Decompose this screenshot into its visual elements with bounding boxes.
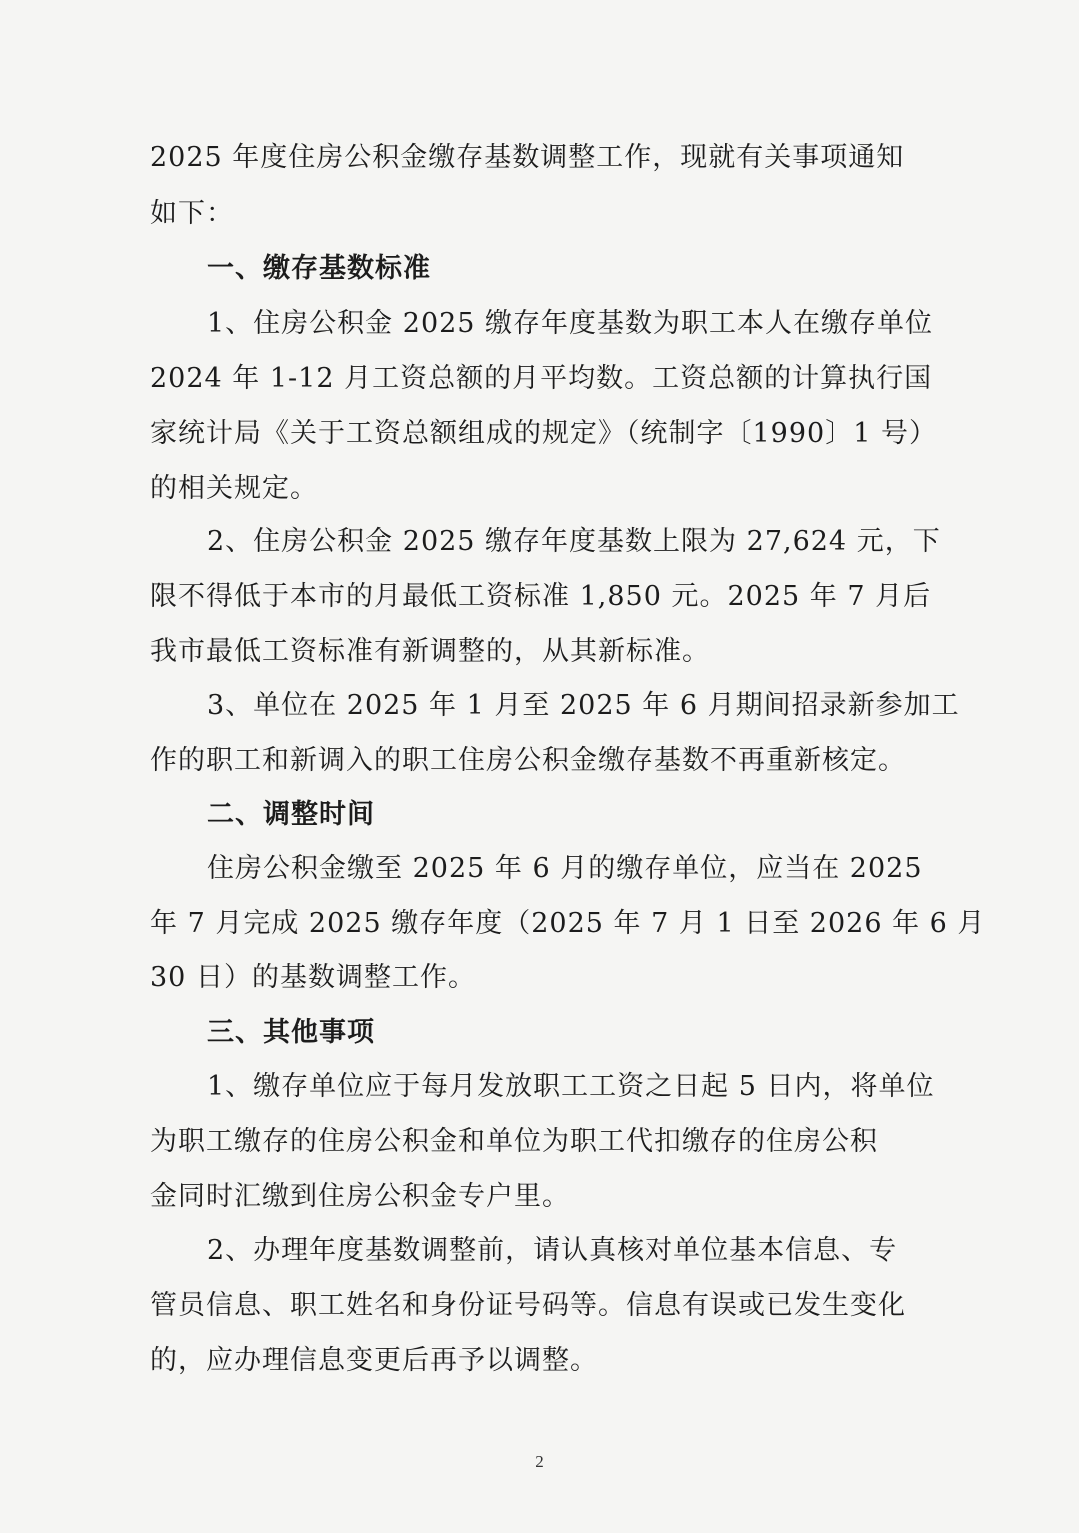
body-line: 2、办理年度基数调整前，请认真核对单位基本信息、专 <box>207 1235 898 1266</box>
body-line: 2024 年 1-12 月工资总额的月平均数。工资总额的计算执行国 <box>150 363 933 394</box>
body-line: 我市最低工资标准有新调整的，从其新标准。 <box>150 636 710 667</box>
section-heading: 一、缴存基数标准 <box>207 253 431 284</box>
body-line: 家统计局《关于工资总额组成的规定》（统制字〔1990〕1 号） <box>150 418 937 449</box>
body-line: 住房公积金缴至 2025 年 6 月的缴存单位，应当在 2025 <box>207 853 923 884</box>
body-line: 作的职工和新调入的职工住房公积金缴存基数不再重新核定。 <box>150 745 906 776</box>
body-line: 限不得低于本市的月最低工资标准 1,850 元。2025 年 7 月后 <box>150 581 932 612</box>
body-line: 管员信息、职工姓名和身份证号码等。信息有误或已发生变化 <box>150 1290 906 1321</box>
body-line: 2025 年度住房公积金缴存基数调整工作，现就有关事项通知 <box>150 142 905 173</box>
body-line: 为职工缴存的住房公积金和单位为职工代扣缴存的住房公积 <box>150 1126 878 1157</box>
body-line: 2、住房公积金 2025 缴存年度基数上限为 27,624 元，下 <box>207 526 941 557</box>
body-line: 1、缴存单位应于每月发放职工工资之日起 5 日内，将单位 <box>207 1071 935 1102</box>
section-heading: 二、调整时间 <box>207 799 375 830</box>
page-number: 2 <box>535 1452 544 1471</box>
body-line: 年 7 月完成 2025 缴存年度（2025 年 7 月 1 日至 2026 年 6 月 <box>150 908 986 939</box>
body-line: 1、住房公积金 2025 缴存年度基数为职工本人在缴存单位 <box>207 308 934 339</box>
body-line: 的相关规定。 <box>150 473 318 504</box>
section-heading: 三、其他事项 <box>207 1017 375 1048</box>
body-line: 如下： <box>150 198 234 229</box>
body-line: 金同时汇缴到住房公积金专户里。 <box>150 1181 570 1212</box>
body-line: 30 日）的基数调整工作。 <box>150 962 476 993</box>
body-line: 3、单位在 2025 年 1 月至 2025 年 6 月期间招录新参加工 <box>207 690 960 721</box>
body-line: 的，应办理信息变更后再予以调整。 <box>150 1345 598 1376</box>
